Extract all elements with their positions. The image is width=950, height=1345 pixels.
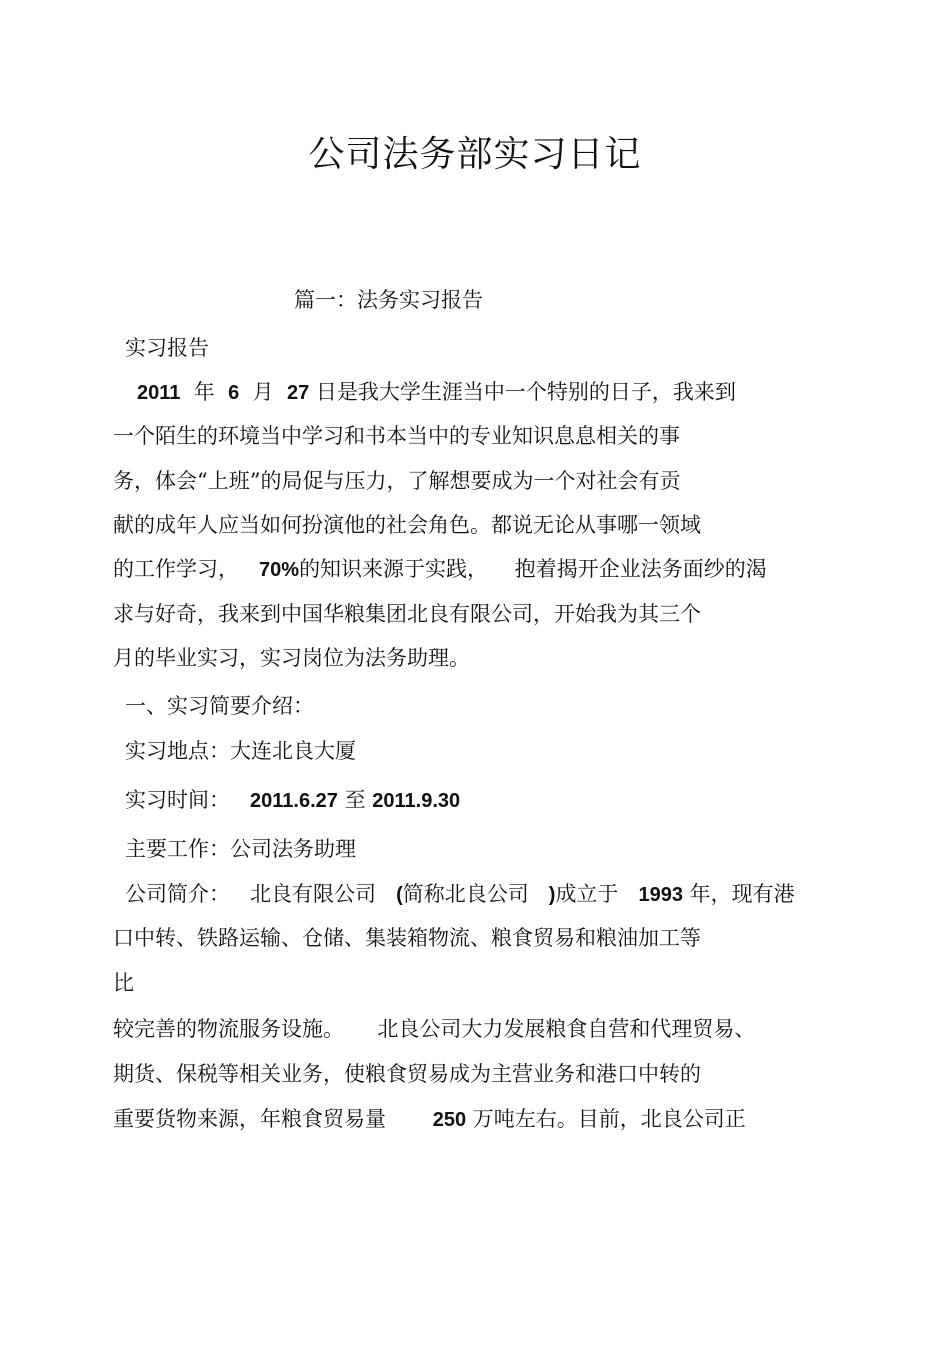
company-line4-a: 较完善的物流服务设施。	[113, 1017, 344, 1041]
paragraph-line-6: 求与好奇，我来到中国华粮集团北良有限公司，开始我为其三个	[113, 602, 701, 626]
line5-text-a: 的工作学习，	[113, 557, 239, 581]
time-to: 至	[344, 788, 366, 812]
company-line6-a: 重要货物来源，年粮食贸易量	[113, 1107, 386, 1131]
time-line	[125, 786, 460, 815]
company-line-1	[125, 880, 795, 909]
close-paren: )	[548, 884, 556, 906]
paragraph-line-1	[137, 378, 736, 407]
company-line6-b: 万吨左右。目前，北良公司正	[472, 1107, 746, 1131]
company-line4-b: 北良公司大力发展粮食自营和代理贸易、	[377, 1017, 756, 1041]
percent-value: 70%	[259, 559, 300, 581]
company-line-5: 期货、保税等相关业务，使粮食贸易成为主营业务和港口中转的	[113, 1062, 701, 1086]
work-line: 主要工作：公司法务助理	[125, 837, 356, 861]
month-value: 6	[228, 382, 240, 404]
document-title: 公司法务部实习日记	[308, 134, 642, 175]
time-label: 实习时间：	[125, 788, 230, 812]
founded-text: 成立于	[555, 882, 619, 906]
paragraph-line-4: 献的成年人应当如何扮演他的社会角色。都说无论从事哪一领域	[113, 513, 701, 537]
company-label: 公司简介：	[125, 882, 230, 906]
company-name: 北良有限公司	[250, 882, 377, 906]
subtitle: 实习报告	[125, 336, 209, 360]
line5-text-c: 抱着揭开企业法务面纱的渴	[514, 557, 767, 581]
founded-year: 1993	[638, 884, 683, 906]
month-unit: 月	[252, 380, 274, 404]
trade-volume: 250	[432, 1109, 467, 1131]
time-start: 2011.6.27	[250, 790, 338, 812]
paragraph-line-7: 月的毕业实习，实习岗位为法务助理。	[113, 646, 470, 670]
paragraph-line-2: 一个陌生的环境当中学习和书本当中的专业知识息息相关的事	[113, 424, 680, 448]
open-paren: (	[396, 884, 403, 906]
company-line-6	[113, 1105, 746, 1134]
company-line-4	[113, 1015, 755, 1043]
time-end: 2011.9.30	[372, 790, 461, 812]
paragraph-line-3: 务，体会“上班”的局促与压力，了解想要成为一个对社会有贡	[113, 469, 681, 493]
line5-text-b: 的知识来源于实践，	[299, 557, 489, 581]
year-unit: 年	[193, 380, 215, 404]
location-line: 实习地点：大连北良大厦	[125, 739, 356, 763]
company-line-3: 比	[113, 971, 134, 995]
company-line1-rest: 年，现有港	[689, 882, 795, 906]
company-line-2: 口中转、铁路运输、仓储、集装箱物流、粮食贸易和粮油加工等	[113, 926, 701, 950]
section-heading: 篇一：法务实习报告	[294, 288, 483, 312]
day-value: 27	[286, 382, 310, 404]
paragraph-line-5	[113, 555, 767, 584]
section1-heading: 一、实习简要介绍：	[125, 694, 314, 718]
year-value: 2011	[137, 382, 181, 404]
company-short: 简称北良公司	[402, 882, 529, 906]
line1-text: 日是我大学生涯当中一个特别的日子，我来到	[315, 380, 736, 404]
